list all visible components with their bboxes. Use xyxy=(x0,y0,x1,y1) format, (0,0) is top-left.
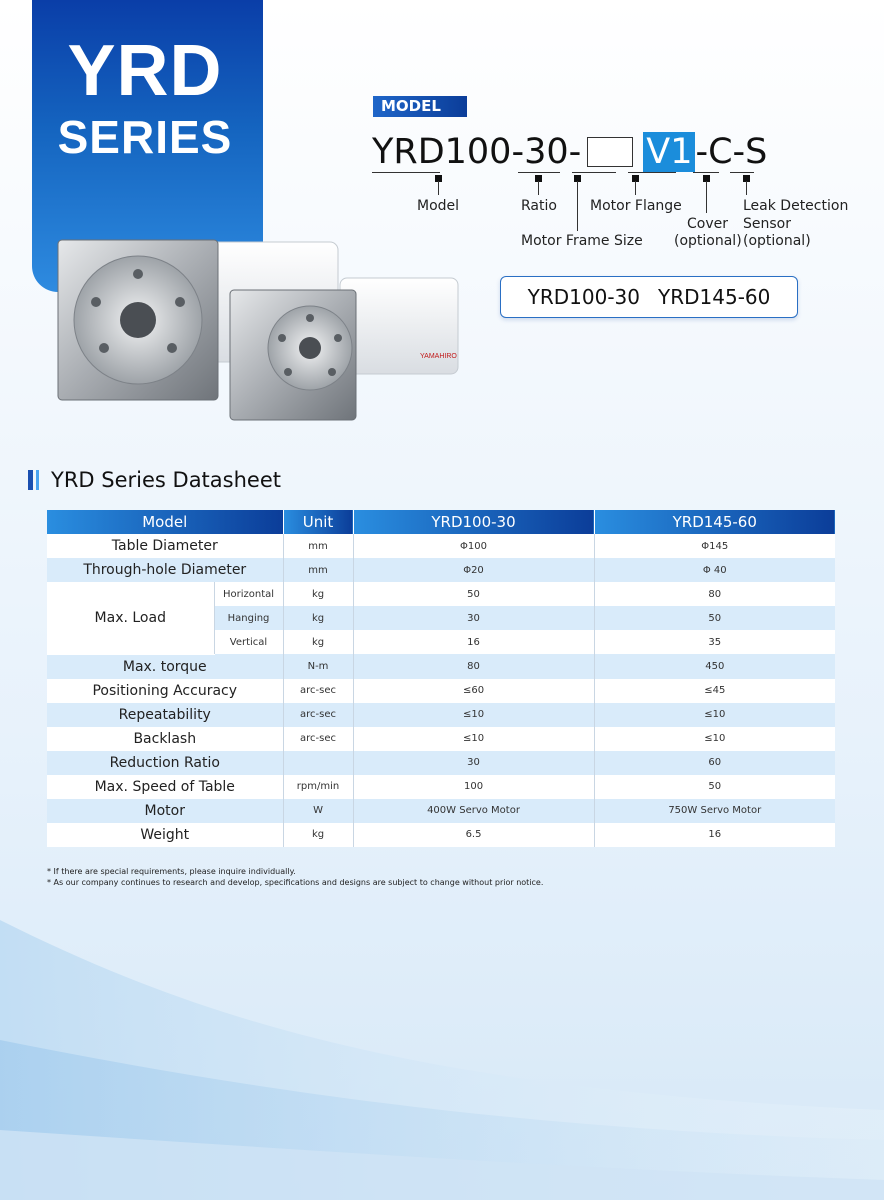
row-value-yrd100: Φ100 xyxy=(353,534,594,558)
label-leak-detection: Leak Detection xyxy=(743,198,849,214)
label-motor-flange: Motor Flange xyxy=(590,198,682,214)
row-value-yrd100: 400W Servo Motor xyxy=(353,799,594,823)
row-unit: kg xyxy=(283,582,353,606)
row-unit: arc-sec xyxy=(283,679,353,703)
row-value-yrd100: 30 xyxy=(353,606,594,630)
row-value-yrd145: 16 xyxy=(594,823,835,847)
row-label: Max. Load xyxy=(47,582,214,654)
label-cover-optional: (optional) xyxy=(674,233,742,249)
row-value-yrd145: 50 xyxy=(594,606,835,630)
product-photo xyxy=(40,230,480,440)
row-sublabel: Hanging xyxy=(214,606,283,630)
table-row xyxy=(47,751,835,775)
row-unit: mm xyxy=(283,534,353,558)
header-unit: Unit xyxy=(283,510,353,534)
row-value-yrd100: 16 xyxy=(353,630,594,654)
row-label: Weight xyxy=(47,823,283,847)
row-value-yrd100: 80 xyxy=(353,654,594,679)
row-unit: kg xyxy=(283,823,353,847)
footnote: * If there are special requirements, please inquire individually. xyxy=(47,867,296,876)
title-bar-icon xyxy=(28,470,33,490)
row-value-yrd100: 30 xyxy=(353,751,594,775)
header-yrd145: YRD145-60 xyxy=(594,510,835,534)
variant-yrd100: YRD100-30 xyxy=(527,285,640,309)
row-unit: arc-sec xyxy=(283,727,353,751)
row-label: Repeatability xyxy=(47,703,283,727)
row-value-yrd100: 50 xyxy=(353,582,594,606)
row-value-yrd145: 750W Servo Motor xyxy=(594,799,835,823)
row-value-yrd145: Φ 40 xyxy=(594,558,835,582)
model-code-suffix: -C-S xyxy=(695,132,768,172)
row-value-yrd100: Φ20 xyxy=(353,558,594,582)
background-waves xyxy=(0,880,884,1200)
row-label: Max. Speed of Table xyxy=(47,775,283,799)
table-row xyxy=(47,799,835,823)
label-model: Model xyxy=(417,198,460,214)
variant-yrd145: YRD145-60 xyxy=(658,285,771,309)
header-yrd100: YRD100-30 xyxy=(353,510,594,534)
row-label: Motor xyxy=(47,799,283,823)
table-header-row xyxy=(47,510,835,534)
row-value-yrd145: 35 xyxy=(594,630,835,654)
row-label: Backlash xyxy=(47,727,283,751)
table-row xyxy=(47,727,835,751)
model-tag: MODEL xyxy=(373,96,467,117)
model-variants-box xyxy=(500,276,798,318)
row-label: Reduction Ratio xyxy=(47,751,283,775)
label-cover: Cover xyxy=(687,216,728,232)
table-row xyxy=(47,703,835,727)
row-value-yrd145: ≤45 xyxy=(594,679,835,703)
datasheet-title-text: YRD Series Datasheet xyxy=(51,468,281,492)
model-code-prefix: YRD100-30- xyxy=(372,132,582,172)
row-label: Max. torque xyxy=(47,654,283,679)
row-value-yrd145: 50 xyxy=(594,775,835,799)
row-unit xyxy=(283,751,353,775)
row-value-yrd100: 6.5 xyxy=(353,823,594,847)
footnote: * As our company continues to research and develop, specifications and designs are subject to change without prior notice. xyxy=(47,878,544,887)
row-label: Through-hole Diameter xyxy=(47,558,283,582)
row-value-yrd145: Φ145 xyxy=(594,534,835,558)
row-value-yrd145: ≤10 xyxy=(594,703,835,727)
title-bar-accent-icon xyxy=(36,470,39,490)
row-unit: kg xyxy=(283,630,353,654)
brand-logo: YAMAHIRO xyxy=(420,353,457,360)
hero-title: YRD xyxy=(67,31,223,111)
datasheet-table xyxy=(47,510,835,847)
row-unit: N-m xyxy=(283,654,353,679)
label-sensor: Sensor xyxy=(743,216,791,232)
table-row xyxy=(47,654,835,679)
row-value-yrd145: 450 xyxy=(594,654,835,679)
table-row xyxy=(47,823,835,847)
table-row xyxy=(47,534,835,558)
row-label: Table Diameter xyxy=(47,534,283,558)
label-motor-frame-size: Motor Frame Size xyxy=(521,233,643,249)
label-ratio: Ratio xyxy=(521,198,557,214)
row-unit: rpm/min xyxy=(283,775,353,799)
header-model: Model xyxy=(47,510,283,534)
hero-subtitle: SERIES xyxy=(57,111,233,163)
row-value-yrd100: ≤10 xyxy=(353,703,594,727)
motor-frame-size-placeholder xyxy=(587,137,633,167)
row-label: Positioning Accuracy xyxy=(47,679,283,703)
row-value-yrd100: ≤10 xyxy=(353,727,594,751)
row-unit: arc-sec xyxy=(283,703,353,727)
datasheet-title xyxy=(28,468,281,492)
row-value-yrd145: ≤10 xyxy=(594,727,835,751)
table-row xyxy=(47,775,835,799)
row-value-yrd100: 100 xyxy=(353,775,594,799)
footnotes xyxy=(47,866,543,888)
row-value-yrd100: ≤60 xyxy=(353,679,594,703)
model-code xyxy=(372,128,767,172)
row-sublabel: Horizontal xyxy=(214,582,283,606)
row-unit: mm xyxy=(283,558,353,582)
table-row xyxy=(47,582,835,606)
row-value-yrd145: 80 xyxy=(594,582,835,606)
table-row xyxy=(47,679,835,703)
table-row xyxy=(47,558,835,582)
row-sublabel: Vertical xyxy=(214,630,283,654)
row-unit: W xyxy=(283,799,353,823)
row-unit: kg xyxy=(283,606,353,630)
motor-flange-code: V1 xyxy=(643,132,695,172)
row-value-yrd145: 60 xyxy=(594,751,835,775)
label-sensor-optional: (optional) xyxy=(743,233,811,249)
